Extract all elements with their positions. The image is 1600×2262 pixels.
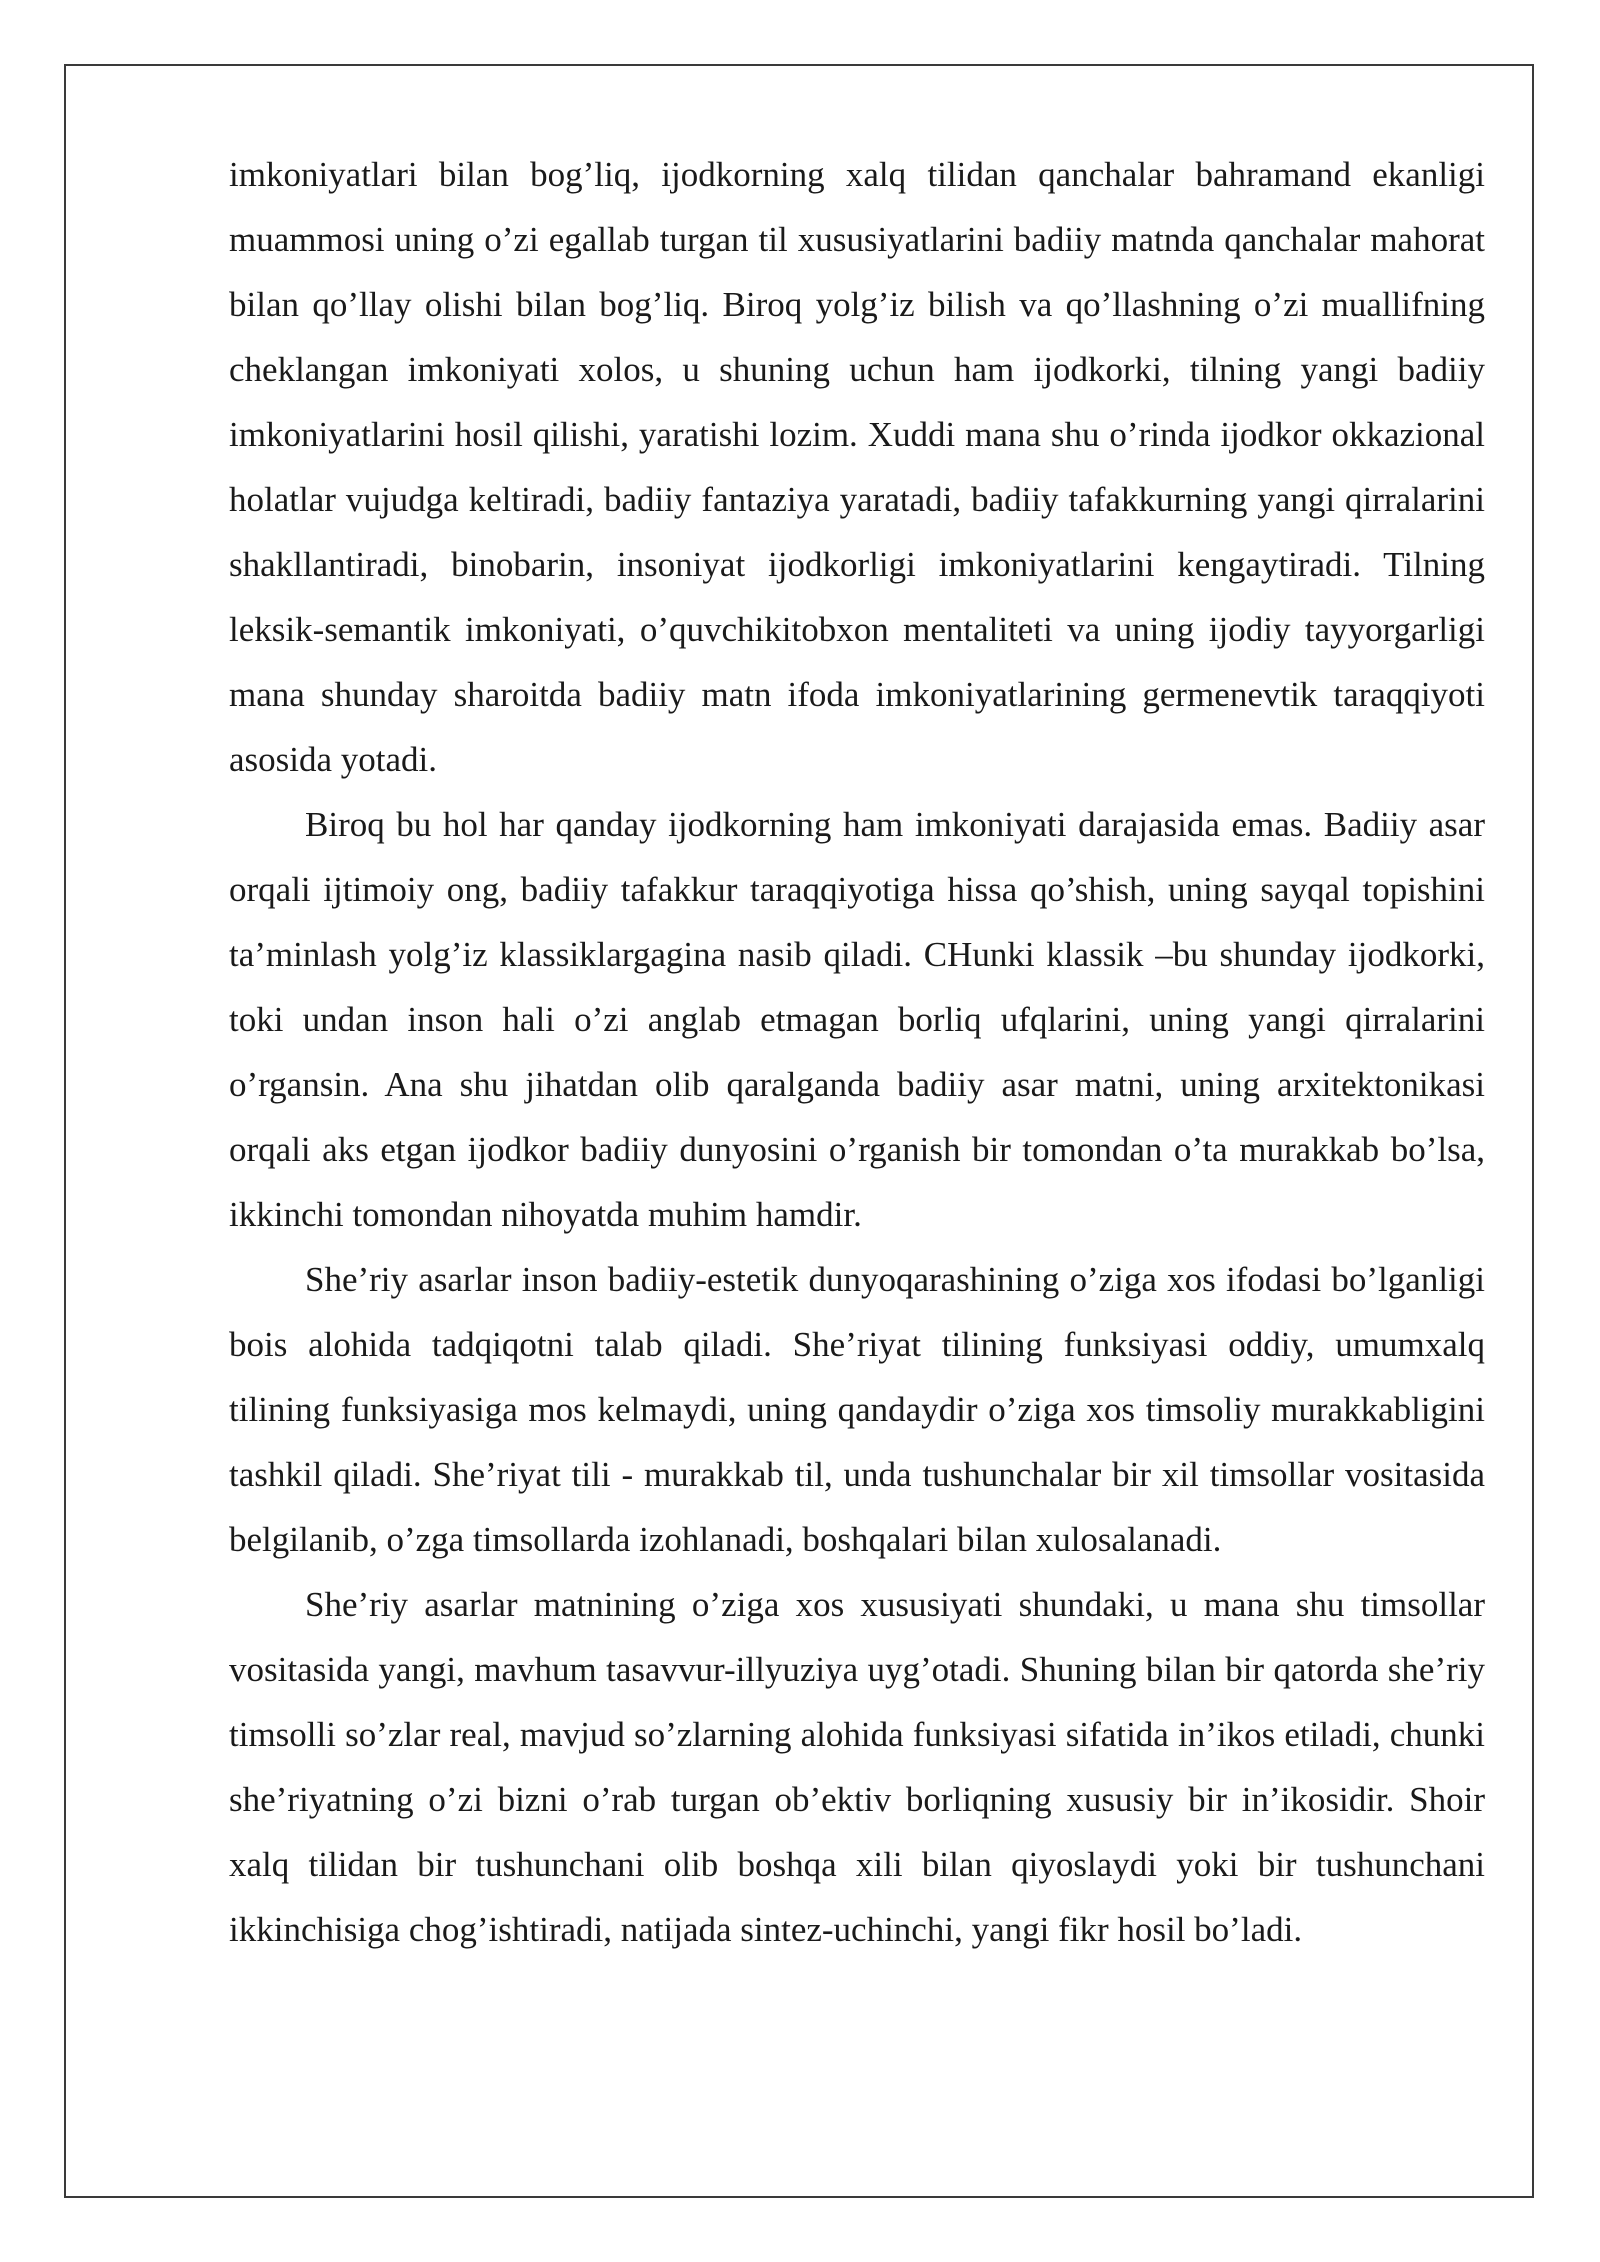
document-body (229, 142, 1485, 1962)
paragraph: Biroq bu hol har qanday ijodkorning ham imkoniyati darajasida emas. Badiiy asar orqali ijtimoiy ong, badiiy tafakkur taraqqiyotiga hissa qo’shish, uning sayqal topishini ta’minlash yolg’iz klassiklargagina nasib qiladi. CHunki klassik –bu shunday ijodkorki, toki undan inson hali o’zi anglab etmagan borliq ufqlarini, uning yangi qirralarini o’rgansin. Ana shu jihatdan olib qaralganda badiiy asar matni, uning arxitektonikasi orqali aks etgan ijodkor badiiy dunyosini o’rganish bir tomondan o’ta murakkab bo’lsa, ikkinchi tomondan nihoyatda muhim hamdir. (229, 805, 1485, 1234)
paragraph: imkoniyatlari bilan bog’liq, ijodkorning xalq tilidan qanchalar bahramand ekanligi muammosi uning o’zi egallab turgan til xususiyatlarini badiiy matnda qanchalar mahorat bilan qo’llay olishi bilan bog’liq. Biroq yolg’iz bilish va qo’llashning o’zi muallifning cheklangan imkoniyati xolos, u shuning uchun ham ijodkorki, tilning yangi badiiy imkoniyatlarini hosil qilishi, yaratishi lozim. Xuddi mana shu o’rinda ijodkor okkazional holatlar vujudga keltiradi, badiiy fantaziya yaratadi, badiiy tafakkurning yangi qirralarini shakllantiradi, binobarin, insoniyat ijodkorligi imkoniyatlarini kengaytiradi. Tilning leksik-semantik imkoniyati, o’quvchikitobxon mentaliteti va uning ijodiy tayyorgarligi mana shunday sharoitda badiiy matn ifoda imkoniyatlarining germenevtik taraqqiyoti asosida yotadi. (229, 155, 1485, 779)
paragraph: She’riy asarlar inson badiiy-estetik dunyoqarashining o’ziga xos ifodasi bo’lganligi bois alohida tadqiqotni talab qiladi. She’riyat tilining funksiyasi oddiy, umumxalq tilining funksiyasiga mos kelmaydi, uning qandaydir o’ziga xos timsoliy murakkabligini tashkil qiladi. She’riyat tili - murakkab til, unda tushunchalar bir xil timsollar vositasida belgilanib, o’zga timsollarda izohlanadi, boshqalari bilan xulosalanadi. (229, 1260, 1485, 1559)
paragraph: She’riy asarlar matnining o’ziga xos xususiyati shundaki, u mana shu timsollar vositasida yangi, mavhum tasavvur-illyuziya uyg’otadi. Shuning bilan bir qatorda she’riy timsolli so’zlar real, mavjud so’zlarning alohida funksiyasi sifatida in’ikos etiladi, chunki she’riyatning o’zi bizni o’rab turgan ob’ektiv borliqning xususiy bir in’ikosidir. Shoir xalq tilidan bir tushunchani olib boshqa xili bilan qiyoslaydi yoki bir tushunchani ikkinchisiga chog’ishtiradi, natijada sintez-uchinchi, yangi fikr hosil bo’ladi. (229, 1585, 1485, 1949)
